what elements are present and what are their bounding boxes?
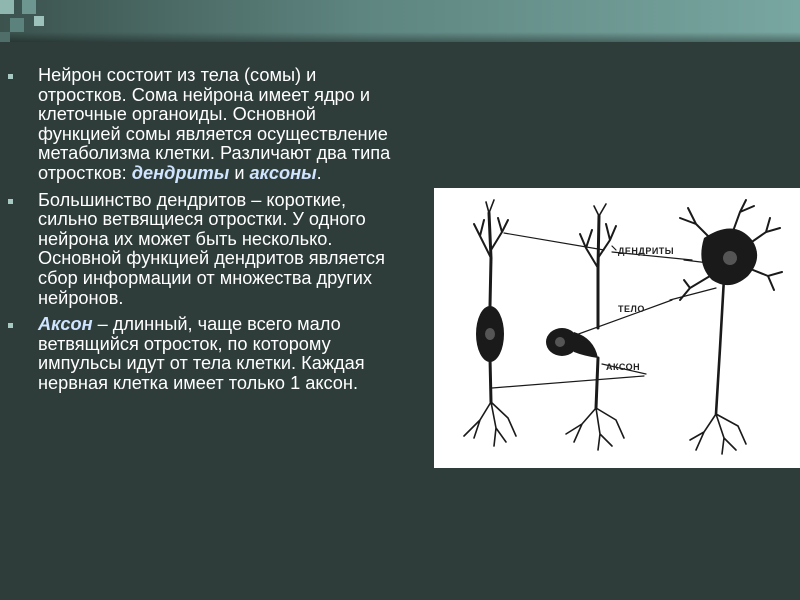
neuron-illustration	[434, 188, 800, 468]
bullet-text: Аксон – длинный, чаще всего мало ветвящийся отросток, по которому импульсы идут от тела клетки. Каждая нервная клетка имеет только 1 аксон.	[38, 314, 365, 393]
nucleus-3	[723, 251, 737, 265]
label-axon: АКСОН	[606, 362, 641, 372]
label-body: ТЕЛО	[618, 304, 645, 314]
nucleus-2	[555, 337, 565, 347]
bullet-text: Большинство дендритов – короткие, сильно ветвящиеся отростки. У одного нейрона их может быть несколько. Основной функцией дендритов является сбор информации от множества других нейронов.	[38, 189, 385, 308]
decor-square	[0, 32, 10, 42]
decor-square	[34, 16, 44, 26]
term-dendrites: дендриты	[131, 162, 230, 183]
term-axons: аксоны	[249, 162, 317, 183]
bullet-marker	[8, 74, 13, 79]
bullet-text: Нейрон состоит из тела (сомы) и отростков. Сома нейрона имеет ядро и клеточные органоиды. Основной функцией сомы является осуществление метаболизма клетки. Различают два типа отростков: дендриты и аксоны.	[38, 65, 391, 183]
bullet-item	[8, 191, 400, 309]
bullet-marker	[8, 199, 13, 204]
slide-text	[8, 66, 400, 401]
header-band	[0, 0, 800, 42]
decor-square	[10, 18, 24, 32]
bullet-marker	[8, 323, 13, 328]
bullet-item	[8, 66, 400, 184]
term-axon: Аксон	[38, 314, 93, 335]
label-dendrites: ДЕНДРИТЫ	[618, 246, 675, 256]
header-shadow	[0, 32, 800, 42]
nucleus-1	[485, 328, 495, 340]
bullet-item	[8, 315, 400, 393]
decor-square	[22, 0, 36, 14]
neuron-figure	[434, 188, 800, 468]
decor-square	[0, 0, 14, 14]
